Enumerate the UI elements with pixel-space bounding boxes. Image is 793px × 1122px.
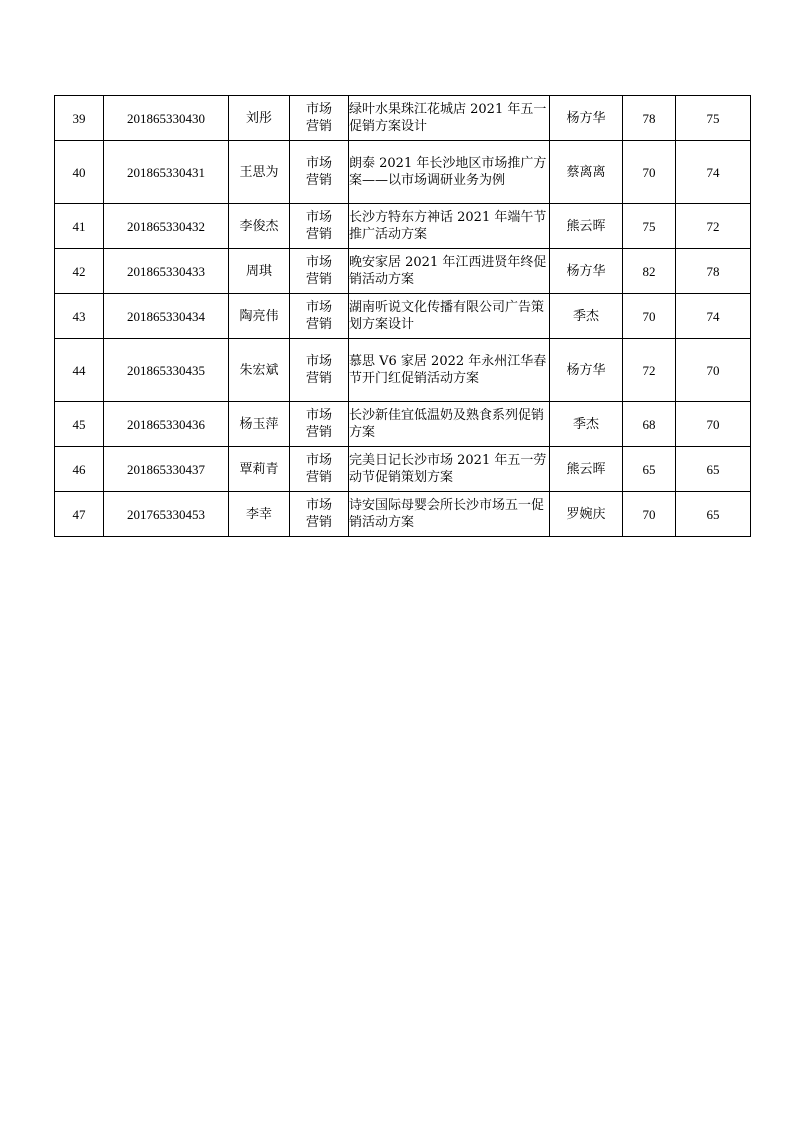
table-row <box>55 249 751 294</box>
advisor-score-cell: 78 <box>623 96 676 141</box>
table-row <box>55 204 751 249</box>
row-number-cell: 41 <box>55 204 104 249</box>
student-name-cell: 陶亮伟 <box>229 294 290 339</box>
table-row <box>55 141 751 204</box>
student-id-cell: 201865330432 <box>104 204 229 249</box>
student-name-cell: 刘彤 <box>229 96 290 141</box>
row-number-cell: 47 <box>55 492 104 537</box>
student-id-cell: 201865330434 <box>104 294 229 339</box>
advisor-score-cell: 75 <box>623 204 676 249</box>
thesis-topic-cell: 湖南听说文化传播有限公司广告策划方案设计 <box>349 294 550 339</box>
row-number-cell: 42 <box>55 249 104 294</box>
major-text-line: 营销 <box>305 470 332 485</box>
thesis-topic-cell: 朗泰 2021 年长沙地区市场推广方案——以市场调研业务为例 <box>349 141 550 204</box>
major-text-line: 市场 <box>305 354 332 369</box>
row-number-cell: 46 <box>55 447 104 492</box>
thesis-topic-cell: 诗安国际母婴会所长沙市场五一促销活动方案 <box>349 492 550 537</box>
major-text-line: 营销 <box>305 317 332 332</box>
advisor-score-cell: 70 <box>623 141 676 204</box>
row-number-cell: 44 <box>55 339 104 402</box>
major-cell <box>290 141 349 204</box>
reviewer-score-cell: 65 <box>676 492 751 537</box>
student-id-cell: 201865330433 <box>104 249 229 294</box>
major-cell <box>290 249 349 294</box>
major-text-line: 营销 <box>305 425 332 440</box>
advisor-score-cell: 70 <box>623 492 676 537</box>
student-name-cell: 李幸 <box>229 492 290 537</box>
student-id-cell: 201865330430 <box>104 96 229 141</box>
advisor-score-cell: 68 <box>623 402 676 447</box>
reviewer-score-cell: 72 <box>676 204 751 249</box>
advisor-score-cell: 72 <box>623 339 676 402</box>
major-cell <box>290 492 349 537</box>
advisor-name-cell: 季杰 <box>550 294 623 339</box>
advisor-name-cell: 熊云晖 <box>550 447 623 492</box>
table-row <box>55 447 751 492</box>
advisor-score-cell: 82 <box>623 249 676 294</box>
advisor-name-cell: 杨方华 <box>550 96 623 141</box>
student-name-cell: 李俊杰 <box>229 204 290 249</box>
reviewer-score-cell: 70 <box>676 339 751 402</box>
major-text-line: 市场 <box>305 210 332 225</box>
student-name-cell: 周琪 <box>229 249 290 294</box>
student-name-cell: 覃莉青 <box>229 447 290 492</box>
major-text-line: 营销 <box>305 227 332 242</box>
advisor-name-cell: 蔡离离 <box>550 141 623 204</box>
major-text-line: 营销 <box>305 119 332 134</box>
major-cell <box>290 294 349 339</box>
major-cell <box>290 402 349 447</box>
student-id-cell: 201765330453 <box>104 492 229 537</box>
student-id-cell: 201865330436 <box>104 402 229 447</box>
student-name-cell: 朱宏斌 <box>229 339 290 402</box>
student-id-cell: 201865330437 <box>104 447 229 492</box>
reviewer-score-cell: 74 <box>676 294 751 339</box>
student-id-cell: 201865330431 <box>104 141 229 204</box>
thesis-topic-cell: 长沙新佳宜低温奶及熟食系列促销方案 <box>349 402 550 447</box>
student-id-cell: 201865330435 <box>104 339 229 402</box>
major-text-line: 营销 <box>305 173 332 188</box>
major-cell <box>290 447 349 492</box>
advisor-name-cell: 熊云晖 <box>550 204 623 249</box>
row-number-cell: 39 <box>55 96 104 141</box>
table-row <box>55 402 751 447</box>
major-text-line: 市场 <box>305 300 332 315</box>
thesis-score-table <box>54 95 751 537</box>
reviewer-score-cell: 65 <box>676 447 751 492</box>
thesis-topic-cell: 绿叶水果珠江花城店 2021 年五一促销方案设计 <box>349 96 550 141</box>
thesis-topic-cell: 完美日记长沙市场 2021 年五一劳动节促销策划方案 <box>349 447 550 492</box>
major-text-line: 市场 <box>305 255 332 270</box>
major-text-line: 营销 <box>305 515 332 530</box>
major-text-line: 市场 <box>305 408 332 423</box>
major-text-line: 市场 <box>305 156 332 171</box>
reviewer-score-cell: 78 <box>676 249 751 294</box>
thesis-topic-cell: 长沙方特东方神话 2021 年端午节推广活动方案 <box>349 204 550 249</box>
reviewer-score-cell: 74 <box>676 141 751 204</box>
major-text-line: 市场 <box>305 453 332 468</box>
advisor-name-cell: 罗婉庆 <box>550 492 623 537</box>
advisor-name-cell: 杨方华 <box>550 339 623 402</box>
major-cell <box>290 204 349 249</box>
advisor-score-cell: 65 <box>623 447 676 492</box>
row-number-cell: 43 <box>55 294 104 339</box>
student-name-cell: 王思为 <box>229 141 290 204</box>
table-row <box>55 492 751 537</box>
reviewer-score-cell: 70 <box>676 402 751 447</box>
major-text-line: 营销 <box>305 371 332 386</box>
thesis-topic-cell: 晚安家居 2021 年江西进贤年终促销活动方案 <box>349 249 550 294</box>
row-number-cell: 40 <box>55 141 104 204</box>
reviewer-score-cell: 75 <box>676 96 751 141</box>
major-text-line: 营销 <box>305 272 332 287</box>
major-text-line: 市场 <box>305 498 332 513</box>
advisor-name-cell: 季杰 <box>550 402 623 447</box>
advisor-name-cell: 杨方华 <box>550 249 623 294</box>
table-row <box>55 339 751 402</box>
major-text-line: 市场 <box>305 102 332 117</box>
row-number-cell: 45 <box>55 402 104 447</box>
thesis-topic-cell: 慕思 V6 家居 2022 年永州江华春节开门红促销活动方案 <box>349 339 550 402</box>
table-body <box>55 96 751 537</box>
advisor-score-cell: 70 <box>623 294 676 339</box>
table-row <box>55 96 751 141</box>
table-row <box>55 294 751 339</box>
major-cell <box>290 96 349 141</box>
major-cell <box>290 339 349 402</box>
student-name-cell: 杨玉萍 <box>229 402 290 447</box>
